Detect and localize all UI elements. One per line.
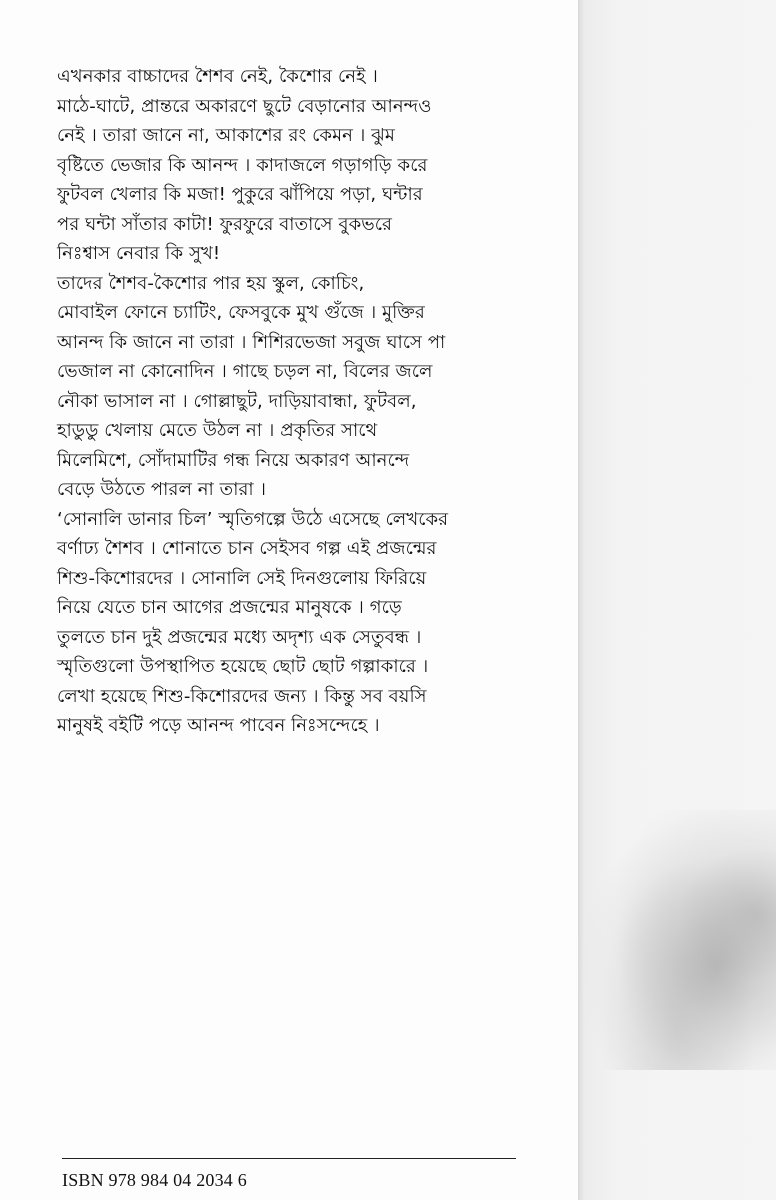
blurb-line: নেই । তারা জানে না, আকাশের রং কেমন । ঝুম xyxy=(57,125,396,146)
book-blurb xyxy=(57,62,577,741)
cover-flap xyxy=(578,0,776,1200)
blurb-line: হাডুডু খেলায় মেতে উঠল না । প্রকৃতির সাথে xyxy=(57,420,378,441)
blurb-line: নিয়ে যেতে চান আগের প্রজন্মের মানুষকে । গড়ে xyxy=(57,597,402,618)
blurb-line: বেড়ে উঠতে পারল না তারা । xyxy=(57,479,267,500)
blurb-line: বৃষ্টিতে ভেজার কি আনন্দ । কাদাজলে গড়াগড়ি করে xyxy=(57,154,428,176)
blurb-line: মানুষই বইটি পড়ে আনন্দ পাবেন নিঃসন্দেহে । xyxy=(57,715,380,736)
flap-texture-image xyxy=(576,810,776,1070)
isbn-number: ISBN 978 984 04 2034 6 xyxy=(62,1170,247,1190)
blurb-line: তাদের শৈশব-কৈশোর পার হয় স্কুল, কোচিং, xyxy=(57,272,365,294)
blurb-line: আনন্দ কি জানে না তারা । শিশিরভেজা সবুজ ঘাসে পা xyxy=(57,331,446,353)
blurb-line: এখনকার বাচ্চাদের শৈশব নেই, কৈশোর নেই । xyxy=(57,66,378,87)
blurb-line: নৌকা ভাসাল না । গোল্লাছুট, দাড়িয়াবান্ধা, ফুটবল, xyxy=(57,390,417,412)
blurb-line: মোবাইল ফোনে চ্যাটিং, ফেসবুকে মুখ গুঁজে । মুক্তির xyxy=(57,302,425,323)
blurb-line: মাঠে-ঘাটে, প্রান্তরে অকারণে ছুটে বেড়ানোর আনন্দও xyxy=(57,95,432,117)
blurb-line: নিঃশ্বাস নেবার কি সুখ! xyxy=(57,243,221,264)
blurb-line: ভেজাল না কোনোদিন । গাছে চড়ল না, বিলের জলে xyxy=(57,361,433,382)
isbn-divider xyxy=(62,1158,516,1159)
blurb-line: ‘সোনালি ডানার চিল’ স্মৃতিগল্পে উঠে এসেছে লেখকের xyxy=(57,508,449,530)
blurb-line: পর ঘন্টা সাঁতার কাটা! ফুরফুরে বাতাসে বুকভরে xyxy=(57,213,393,235)
blurb-line: মিলেমিশে, সোঁদামাটির গন্ধ নিয়ে অকারণ আনন্দে xyxy=(57,449,410,471)
blurb-line: তুলতে চান দুই প্রজন্মের মধ্যে অদৃশ্য এক সেতুবন্ধ । xyxy=(57,626,422,648)
blurb-line: বর্ণাঢ্য শৈশব । শোনাতে চান সেইসব গল্প এই প্রজন্মের xyxy=(57,538,437,559)
blurb-line: লেখা হয়েছে শিশু-কিশোরদের জন্য । কিন্তু সব বয়সি xyxy=(57,685,427,707)
blurb-line: ফুটবল খেলার কি মজা! পুকুরে ঝাঁপিয়ে পড়া, ঘন্টার xyxy=(57,184,423,205)
blurb-line: শিশু-কিশোরদের । সোনালি সেই দিনগুলোয় ফিরিয়ে xyxy=(57,567,427,589)
blurb-line: স্মৃতিগুলো উপস্থাপিত হয়েছে ছোট ছোট গল্পাকারে । xyxy=(57,656,429,677)
